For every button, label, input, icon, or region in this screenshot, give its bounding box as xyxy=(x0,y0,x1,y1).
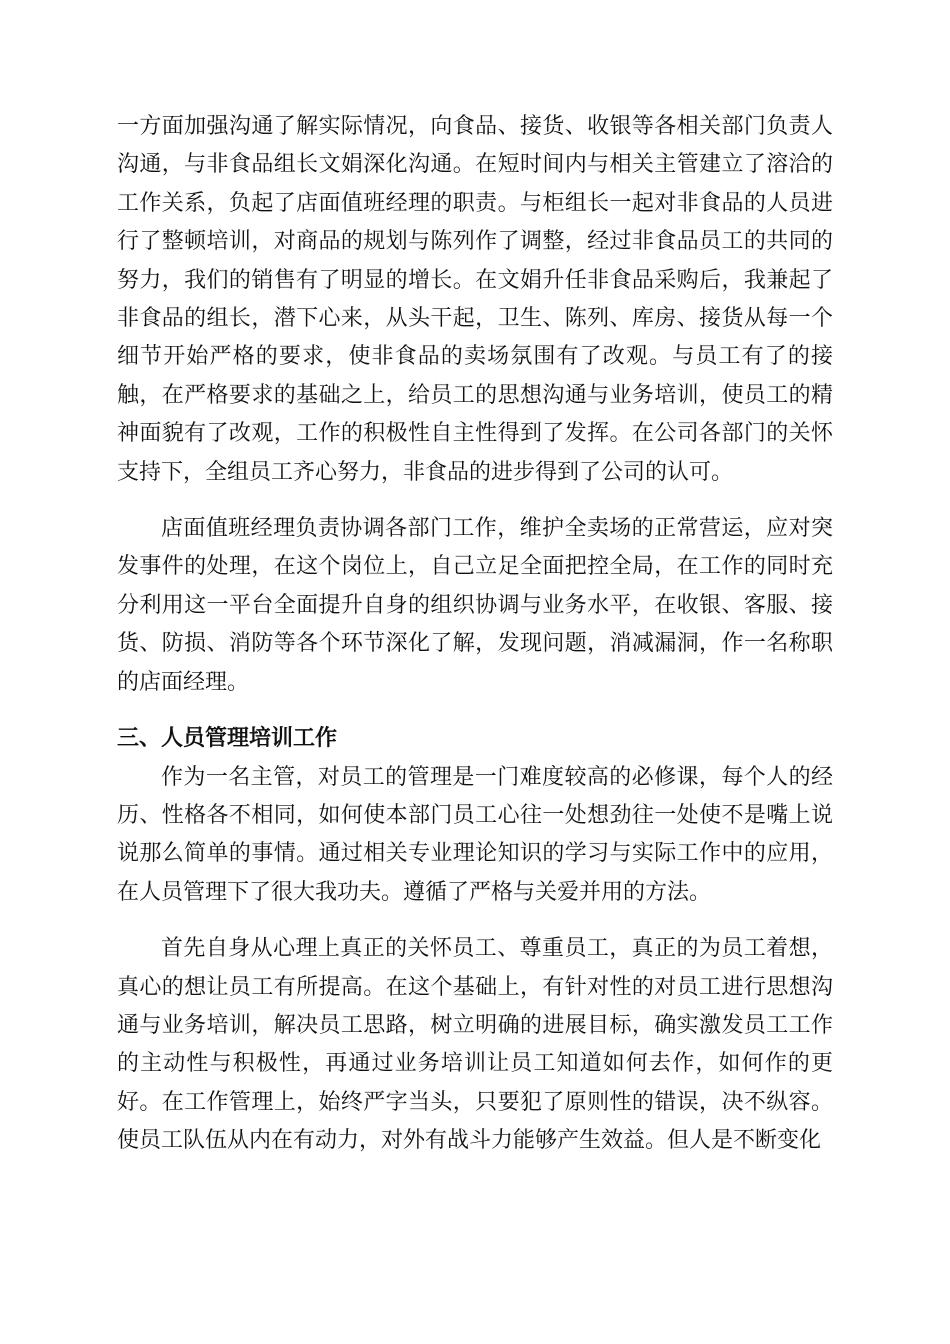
paragraph-care-for-staff: 首先自身从心理上真正的关怀员工、尊重员工，真正的为员工着想，真心的想让员工有所提高。在这个基础上，有针对性的对员工进行思想沟通与业务培训，解决员工思路，树立明确的进展目标，确实激发员工工作的主动性与积极性，再通过业务培训让员工知道如何去作，如何作的更好。在工作管理上，始终严字当头，只要犯了原则性的错误，决不纵容。使员工队伍从内在有动力，对外有战斗力能够产生效益。但人是不断变化 xyxy=(117,936,833,1154)
paragraph-nonfood-work: 一方面加强沟通了解实际情况，向食品、接货、收银等各相关部门负责人沟通，与非食品组长文娟深化沟通。在短时间内与相关主管建立了溶洽的工作关系，负起了店面值班经理的职责。与柜组长一起对非食品的人员进行了整顿培训，对商品的规划与陈列作了调整，经过非食品员工的共同的努力，我们的销售有了明显的增长。在文娟升任非食品采购后，我兼起了非食品的组长，潜下心来，从头干起，卫生、陈列、库房、接货从每一个细节开始严格的要求，使非食品的卖场氛围有了改观。与员工有了的接触，在严格要求的基础之上，给员工的思想沟通与业务培训，使员工的精神面貌有了改观，工作的积极性自主性得到了发挥。在公司各部门的关怀支持下，全组员工齐心努力，非食品的进步得到了公司的认可。 xyxy=(117,114,833,485)
paragraph-staff-management: 作为一名主管，对员工的管理是一门难度较高的必修课，每个人的经历、性格各不相同，如何使本部门员工心往一处想劲往一处使不是嘴上说说那么简单的事情。通过相关专业理论知识的学习与实际工作中的应用，在人员管理下了很大我功夫。遵循了严格与关爱并用的方法。 xyxy=(117,764,833,905)
section-heading-staff-training: 三、人员管理培训工作 xyxy=(117,726,338,752)
paragraph-duty-manager: 店面值班经理负责协调各部门工作，维护全卖场的正常营运，应对突发事件的处理，在这个岗位上，自己立足全面把控全局，在工作的同时充分利用这一平台全面提升自身的组织协调与业务水平，在收银、客服、接货、防损、消防等各个环节深化了解，发现问题，消减漏洞，作一名称职的店面经理。 xyxy=(117,516,833,695)
document-page xyxy=(117,108,833,1161)
